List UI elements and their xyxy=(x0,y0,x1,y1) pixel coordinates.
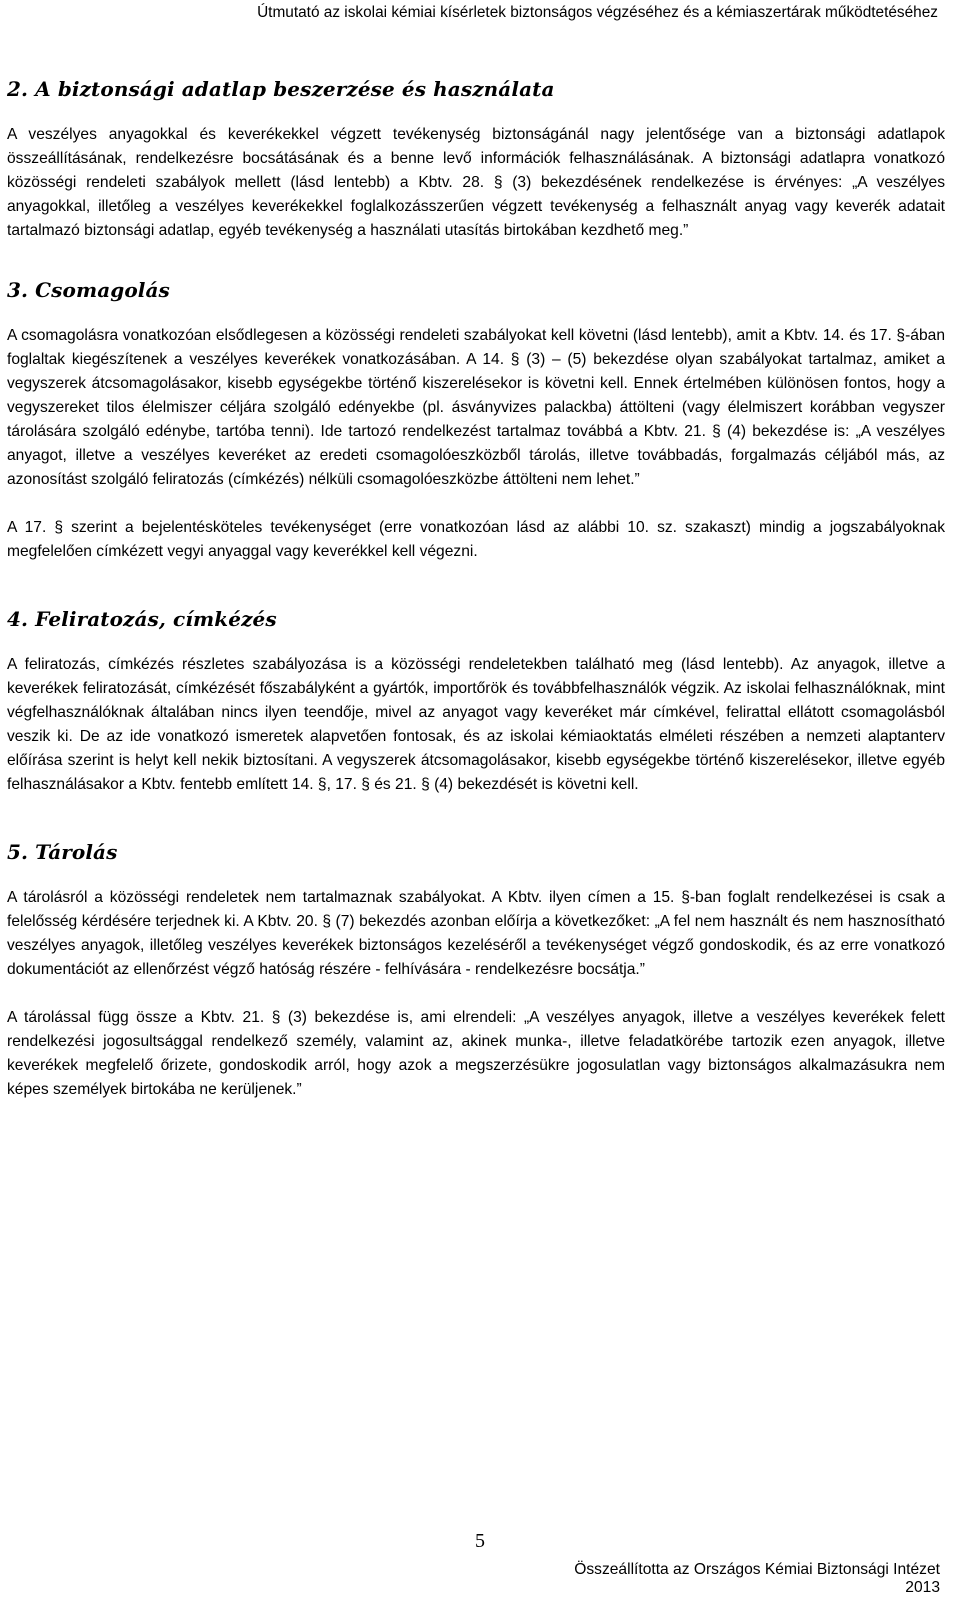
paragraph: A tárolással függ össze a Kbtv. 21. § (3) bekezdése is, ami elrendeli: „A veszélyes anyagok, illetve a veszélyes keverékek felett rendelkezési jogosultsággal rendelkező személy, valamint az, akinek munka-, illetve feladatkörébe tartozik ezen anyagok, illetve keverékek megfelelő őrizete, gondoskodik arról, hogy azok a megszerzésükre jogosulatlan vagy biztonságos alkalmazásukra nem képes személyek birtokába ne kerüljenek.” xyxy=(7,1009,945,1098)
section-packaging xyxy=(7,275,945,564)
paragraph: A feliratozás, címkézés részletes szabályozása is a közösségi rendeletekben található meg (lásd lentebb). Az anyagok, illetve a keverékek feliratozását, címkézését főszabályként a gyártók, importőrök és továbbfelhasználók végzik. Az iskolai felhasználóknak, mint végfelhasználóknak általában nincs ilyen teendője, mivel az anyagot vagy keveréket már címkével, felirattal ellátott csomagolásból veszik ki. De az ide vonatkozó ismeretek alapvetően fontosak, és az iskolai kémiaoktatás elméleti részében a nemzeti alaptanterv előírása szerint is helyt kell nekik biztosítani. A vegyszerek átcsomagolásakor, kisebb egységekbe történő kiszerelésekor, illetve egyéb felhasználásakor a Kbtv. fentebb említett 14. §, 17. § és 21. § (4) bekezdését is követni kell. xyxy=(7,656,945,793)
paragraph: A csomagolásra vonatkozóan elsődlegesen a közösségi rendeleti szabályokat kell követni (lásd lentebb), amit a Kbtv. 14. és 17. §-ában foglaltak kiegészítenek a veszélyes keverékek vonatkozásában. A 14. § (3) – (5) bekezdése olyan szabályokat tartalmaz, amiket a vegyszerek átcsomagolásakor, kisebb egységekbe történő kiszerelésekor is követni kell. Ennek értelmében különösen fontos, hogy a vegyszereket tilos élelmiszer céljára szolgáló edényekbe (pl. ásványvizes palackba) áttölteni (vagy élelmiszert korábban vegyszer tárolására szolgáló edénybe, tartóba tenni). Ide tartozó rendelkezést tartalmaz továbbá a Kbtv. 21. § (4) bekezdése is: „A veszélyes anyagot, illetve a veszélyes keveréket az eredeti csomagolóeszközből tárolás, illetve továbbadás, forgalmazás céljából más, az azonosítást szolgáló feliratozás (címkézés) nélküli csomagolóeszközbe áttölteni nem lehet.” xyxy=(7,327,945,488)
page-number: 5 xyxy=(475,1530,485,1552)
paragraph: A veszélyes anyagokkal és keverékekkel végzett tevékenység biztonságánál nagy jelentősége van a biztonsági adatlapok összeállításának, rendelkezésre bocsátásának és a benne levő információk felhasználásának. A biztonsági adatlapra vonatkozó közösségi rendeleti szabályok mellett (lásd lentebb) a Kbtv. 28. § (3) bekezdésének rendelkezése is érvényes: „A veszélyes anyagokkal, illetőleg a veszélyes keverékekkel foglalkozásszerűen végzett tevékenység a felhasznált anyag vagy keverék adatait tartalmazó biztonsági adatlap, egyéb tevékenység a használati utasítás birtokában kezdhető meg.” xyxy=(7,126,945,239)
footer-credit-institution: Összeállította az Országos Kémiai Biztonsági Intézet xyxy=(574,1561,940,1578)
section-title: 4. Feliratozás, címkézés xyxy=(7,607,277,631)
running-header: Útmutató az iskolai kémiai kísérletek biztonságos végzéséhez és a kémiaszertárak működtetéséhez xyxy=(257,4,938,21)
document-body xyxy=(7,74,945,1102)
paragraph: A tárolásról a közösségi rendeletek nem tartalmaznak szabályokat. A Kbtv. ilyen címen a 15. §-ban foglalt rendelkezései is csak a felelősség kérdésére terjednek ki. A Kbtv. 20. § (7) bekezdés azonban előírja a következőket: „A fel nem használt és nem hasznosítható veszélyes anyagok, illetőleg veszélyes keverékek biztonságos kezeléséről a tevékenységet végző gondoskodik, és az erre vonatkozó dokumentációt az ellenőrzést végző hatóság részére - felhívására - rendelkezésre bocsátja.” xyxy=(7,889,945,978)
section-title: 2. A biztonsági adatlap beszerzése és használata xyxy=(7,77,555,101)
section-title: 3. Csomagolás xyxy=(7,278,170,302)
footer-credit-year: 2013 xyxy=(905,1579,940,1596)
section-safety-data-sheet xyxy=(7,74,945,243)
section-labelling xyxy=(7,604,945,797)
paragraph: A 17. § szerint a bejelentésköteles tevékenységet (erre vonatkozóan lásd az alábbi 10. sz. szakaszt) mindig a jogszabályoknak megfelelően címkézett vegyi anyaggal vagy keverékkel kell végezni. xyxy=(7,519,945,560)
footer-credit xyxy=(574,1561,940,1597)
section-storage xyxy=(7,837,945,1102)
section-title: 5. Tárolás xyxy=(7,840,118,864)
